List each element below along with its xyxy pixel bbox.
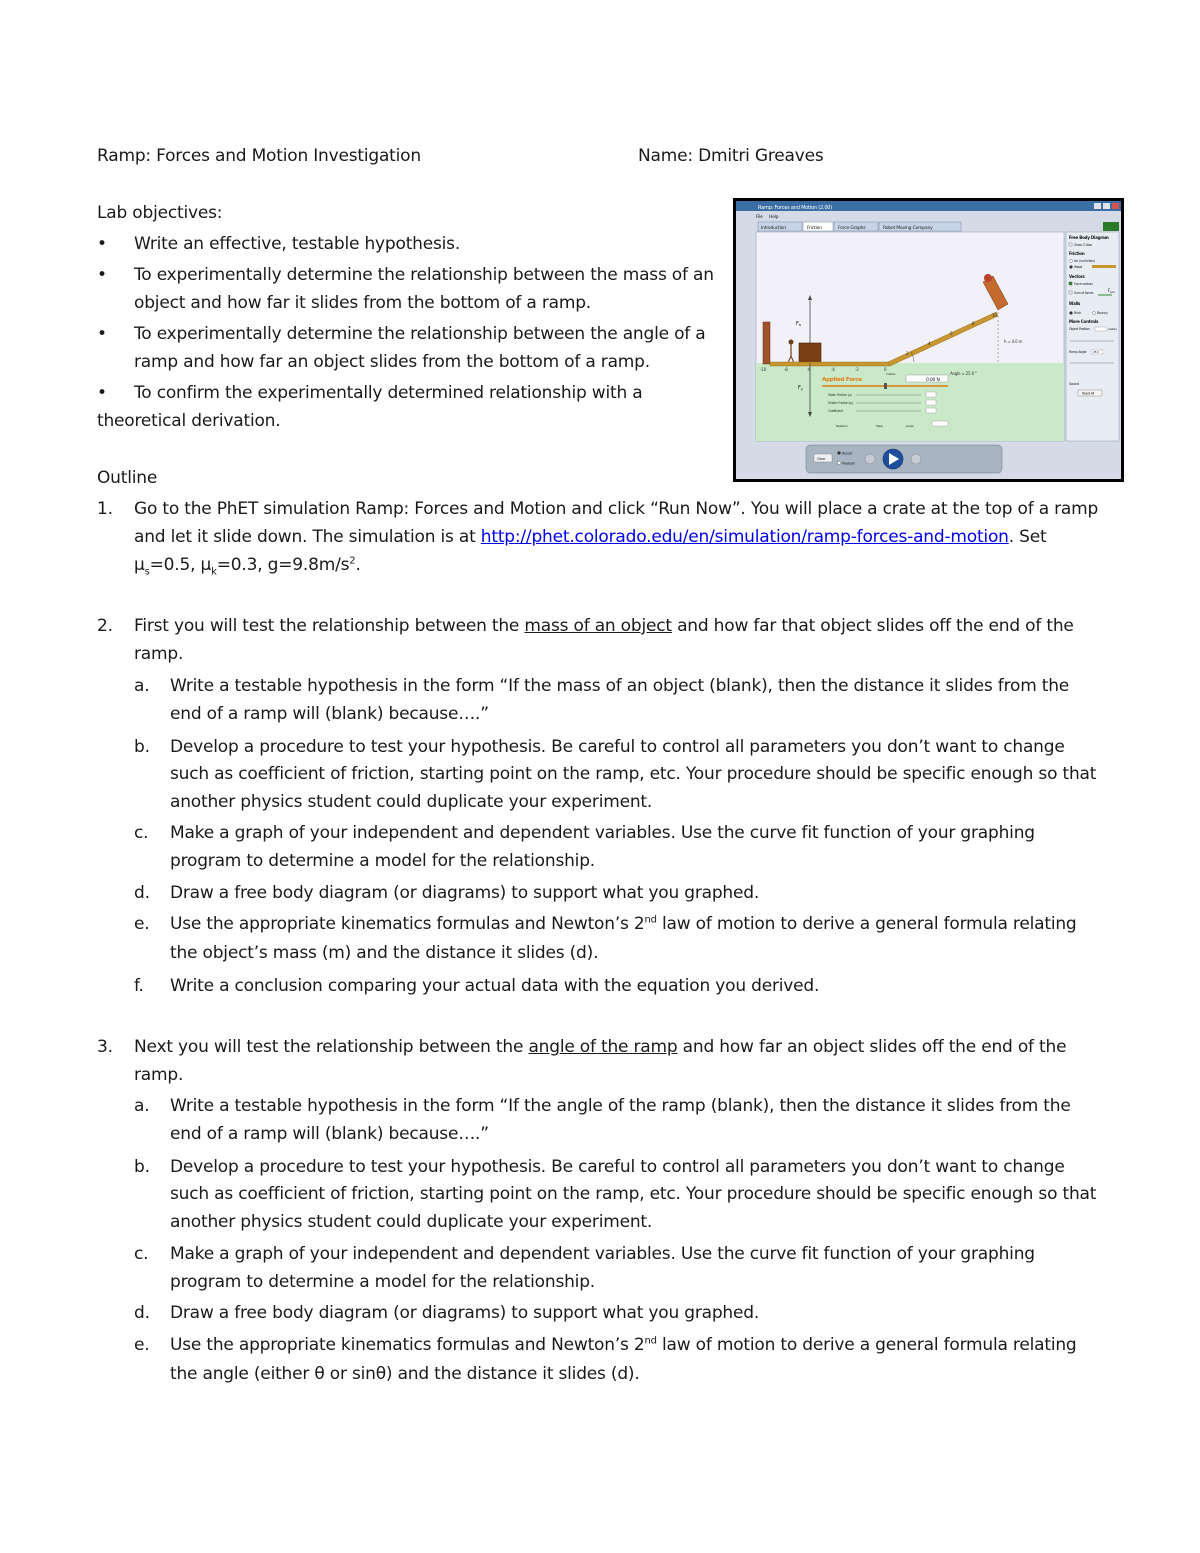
simulation-svg xyxy=(736,201,1121,479)
step-2-underlined-variable: mass of an object xyxy=(524,616,672,636)
window-title: Ramp: Forces and Motion (2.00) xyxy=(758,205,833,211)
step-2e-letter: e. xyxy=(134,914,150,934)
walls-bouncy-radio[interactable] xyxy=(1093,312,1096,315)
step-2c-line-1: Make a graph of your independent and dependent variables. Use the curve fit function of your graphing xyxy=(170,823,1035,843)
units-mass: Mass xyxy=(876,424,883,428)
bullet: • xyxy=(97,265,107,285)
more-controls-title: More Controls xyxy=(1069,319,1099,324)
friction-title: Friction xyxy=(1069,251,1085,256)
step-1-line-2 xyxy=(134,526,1046,548)
period: . xyxy=(355,555,361,575)
rewind-button[interactable] xyxy=(865,454,875,464)
ordinal-superscript: nd xyxy=(644,914,657,926)
force-vectors-checkbox[interactable] xyxy=(1069,282,1072,285)
friction-values xyxy=(134,554,361,576)
step-3-line-2: ramp. xyxy=(134,1065,184,1085)
step-1-line-2-post: . Set xyxy=(1008,527,1047,547)
maximize-icon[interactable] xyxy=(1103,203,1110,209)
step-3b-letter: b. xyxy=(134,1157,150,1177)
step-3d-line-1: Draw a free body diagram (or diagrams) to support what you graphed. xyxy=(170,1303,760,1323)
object-position-field[interactable] xyxy=(1095,327,1107,331)
crate[interactable] xyxy=(799,343,821,363)
walls-bouncy-label: Bouncy xyxy=(1097,311,1108,315)
fbd-title: Free Body Diagram xyxy=(1069,235,1109,240)
bullet: • xyxy=(97,324,107,344)
record-label: Record xyxy=(842,451,853,456)
coefficient-field[interactable] xyxy=(926,408,936,413)
ramp-angle-value: 25.0 xyxy=(1093,350,1099,354)
step-3b-line-3: another physics student could duplicate your experiment. xyxy=(170,1212,653,1232)
fbd-show-label: Show ☑ Also xyxy=(1074,243,1092,247)
minimize-icon[interactable] xyxy=(1094,203,1101,209)
step-2e-text-a: Use the appropriate kinematics formulas and Newton’s 2 xyxy=(170,914,645,934)
mu-symbol: μ xyxy=(200,555,212,575)
walls-brick-radio[interactable] xyxy=(1070,312,1073,315)
fn-label: $F_N$ xyxy=(796,321,801,327)
friction-ice-label: Ice (no friction) xyxy=(1074,259,1095,263)
step-2b-line-1: Develop a procedure to test your hypothesis. Be careful to control all parameters you don’t want to change xyxy=(170,737,1065,757)
step-3e-line-2: the angle (either θ or sinθ) and the distance it slides (d). xyxy=(170,1364,640,1384)
playback-label: Playback xyxy=(842,461,856,466)
step-3e-letter: e. xyxy=(134,1335,150,1355)
angle-label: Angle = 25.0 ° xyxy=(950,371,977,376)
step-2d-letter: d. xyxy=(134,883,150,903)
tab-robot-label: Robot Moving Company xyxy=(883,226,933,231)
friction-wood-label: Wood xyxy=(1074,265,1083,269)
step-2-line-1 xyxy=(134,615,1074,637)
step-1-number: 1. xyxy=(97,499,113,519)
units-newtons: Newtons xyxy=(836,424,848,428)
step-3-line-1 xyxy=(134,1036,1066,1058)
step-2e-line-2: the object’s mass (m) and the distance it slides (d). xyxy=(170,943,599,963)
tab-force-graphs-label: Force Graphs xyxy=(838,226,866,231)
tick-label: 10 xyxy=(992,313,997,318)
step-2b-line-3: another physics student could duplicate your experiment. xyxy=(170,792,653,812)
sum-of-forces-checkbox[interactable] xyxy=(1069,291,1072,294)
sum-label: $F_{sum}$ xyxy=(1108,288,1115,294)
friction-ice-radio[interactable] xyxy=(1070,260,1073,263)
step-button[interactable] xyxy=(911,454,921,464)
step-3-post: and how far an object slides off the end of the xyxy=(677,1037,1067,1057)
step-3a-letter: a. xyxy=(134,1096,150,1116)
step-2e-line-1 xyxy=(170,913,1077,935)
object-position-unit: meters xyxy=(1108,327,1117,331)
applied-force-label: Applied Force xyxy=(822,377,862,383)
step-3e-line-1 xyxy=(170,1334,1077,1356)
close-icon[interactable] xyxy=(1112,203,1119,209)
object-position-label: Object Position xyxy=(1069,327,1090,331)
step-2-post: and how far that object slides off the end of the xyxy=(671,616,1074,636)
step-3-number: 3. xyxy=(97,1037,113,1057)
walls-brick-label: Brick xyxy=(1074,311,1081,315)
step-1-line-2-pre: and let it slide down. The simulation is at xyxy=(134,527,481,547)
objective-2-line-2: object and how far it slides from the bottom of a ramp. xyxy=(134,293,591,313)
mass-field[interactable] xyxy=(932,421,948,426)
ramp-angle-label: Ramp Angle xyxy=(1069,350,1087,354)
step-1-line-1: Go to the PhET simulation Ramp: Forces and Motion and click “Run Now”. You will place a crate at the top of a ramp xyxy=(134,499,1099,519)
step-3a-line-2: end of a ramp will (blank) because….” xyxy=(170,1124,489,1144)
playback-radio[interactable] xyxy=(837,461,840,464)
step-2-pre: First you will test the relationship between the xyxy=(134,616,525,636)
step-3e-text-a: Use the appropriate kinematics formulas and Newton’s 2 xyxy=(170,1335,645,1355)
kinetic-friction-label: Kinetic Friction (μ) xyxy=(828,401,854,405)
mu-kinetic-value: =0.3, g=9.8m/s xyxy=(216,555,350,575)
playback-bar xyxy=(806,445,1002,473)
step-3e-text-b: law of motion to derive a general formula relating xyxy=(656,1335,1077,1355)
step-3a-line-1: Write a testable hypothesis in the form “If the angle of the ramp (blank), then the distance it slides from the xyxy=(170,1096,1071,1116)
bullet: • xyxy=(97,383,107,403)
tick-label: -2 xyxy=(855,367,859,372)
step-2d-line-1: Draw a free body diagram (or diagrams) to support what you graphed. xyxy=(170,883,760,903)
sum-of-forces-label: Sum of forces xyxy=(1074,291,1094,295)
step-3c-line-2: program to determine a model for the relationship. xyxy=(170,1272,595,1292)
mu-kinetic-subscript: k xyxy=(211,566,217,578)
simulation-screenshot xyxy=(733,198,1124,482)
ramp-floor xyxy=(770,362,890,366)
kinetic-friction-field[interactable] xyxy=(926,400,936,405)
friction-wood-radio[interactable] xyxy=(1070,266,1073,269)
objectives-heading: Lab objectives: xyxy=(97,203,223,223)
height-label: h = 4.0 m xyxy=(1004,339,1023,344)
tick-label: 6 xyxy=(950,331,953,336)
step-2e-text-b: law of motion to derive a general formula relating xyxy=(656,914,1077,934)
step-3-pre: Next you will test the relationship between the xyxy=(134,1037,529,1057)
pusher-head xyxy=(789,340,794,345)
step-3b-line-1: Develop a procedure to test your hypothesis. Be careful to control all parameters you don’t want to change xyxy=(170,1157,1065,1177)
axis-unit: meters xyxy=(886,372,896,376)
wood-swatch xyxy=(1092,265,1116,268)
mu-symbol: μ xyxy=(134,555,145,575)
step-2a-line-1: Write a testable hypothesis in the form “If the mass of an object (blank), then the distance it slides from the xyxy=(170,676,1070,696)
objective-3-line-2: ramp and how far an object slides from the bottom of a ramp. xyxy=(134,352,650,372)
step-2a-letter: a. xyxy=(134,676,150,696)
record-radio[interactable] xyxy=(837,451,840,454)
tick-label: -6 xyxy=(807,367,811,372)
static-friction-field[interactable] xyxy=(926,392,936,397)
sound-label: Sound xyxy=(1069,382,1080,386)
brick-wall xyxy=(763,322,770,364)
step-3b-line-2: such as coefficient of friction, starting point on the ramp, etc. Your procedure should be specific enough so that xyxy=(170,1184,1097,1204)
step-3d-letter: d. xyxy=(134,1303,150,1323)
reset-all-label: Reset All xyxy=(1082,391,1095,396)
menu-help[interactable]: Help xyxy=(769,215,779,220)
force-vectors-label: Force vectors xyxy=(1074,282,1093,286)
applied-force-slider-thumb[interactable] xyxy=(884,383,887,389)
applied-force-value: 0.00 N xyxy=(926,378,940,383)
menu-file[interactable]: File xyxy=(756,215,763,220)
tick-label: -4 xyxy=(831,367,835,372)
ordinal-superscript: nd xyxy=(644,1335,657,1347)
fbd-checkbox[interactable] xyxy=(1069,243,1072,246)
step-2-number: 2. xyxy=(97,616,113,636)
mu-static-subscript: s xyxy=(144,566,150,578)
walls-title: Walls xyxy=(1069,301,1081,306)
object-cap xyxy=(984,274,992,282)
static-friction-label: Static Friction (μ) xyxy=(828,393,852,397)
tick-label: 0 xyxy=(884,367,887,372)
step-3-underlined-variable: angle of the ramp xyxy=(528,1037,678,1057)
step-2-line-2: ramp. xyxy=(134,644,184,664)
objective-4-line-2: theoretical derivation. xyxy=(97,411,281,431)
squared-superscript: 2 xyxy=(349,555,356,567)
tab-friction-label: Friction xyxy=(807,226,822,231)
tick-label: 4 xyxy=(928,341,931,346)
outline-heading: Outline xyxy=(97,468,158,488)
units-joules: Joules xyxy=(906,424,914,428)
vectors-title: Vectors xyxy=(1069,274,1085,279)
tick-label: 8 xyxy=(972,321,975,326)
phet-link[interactable]: http://phet.colorado.edu/en/simulation/ramp-forces-and-motion xyxy=(480,527,1009,547)
step-2c-line-2: program to determine a model for the relationship. xyxy=(170,851,595,871)
bullet: • xyxy=(97,234,107,254)
step-3c-letter: c. xyxy=(134,1244,149,1264)
coefficient-label: Coefficient xyxy=(828,409,843,413)
tab-introduction-label: Introduction xyxy=(761,226,786,231)
ground xyxy=(756,363,1064,441)
objective-1: Write an effective, testable hypothesis. xyxy=(134,234,461,254)
tick-label: -10 xyxy=(760,367,766,372)
mu-static-value: =0.5, xyxy=(149,555,201,575)
step-3c-line-1: Make a graph of your independent and dependent variables. Use the curve fit function of your graphing xyxy=(170,1244,1035,1264)
objective-2-line-1: To experimentally determine the relationship between the mass of an xyxy=(134,265,714,285)
tick-label: -8 xyxy=(784,367,788,372)
step-2c-letter: c. xyxy=(134,823,149,843)
objective-3-line-1: To experimentally determine the relationship between the angle of a xyxy=(134,324,706,344)
step-2b-letter: b. xyxy=(134,737,150,757)
fg-label: $F_g$ xyxy=(798,385,803,391)
step-2b-line-2: such as coefficient of friction, starting point on the ramp, etc. Your procedure should be specific enough so that xyxy=(170,764,1097,784)
step-2a-line-2: end of a ramp will (blank) because….” xyxy=(170,704,489,724)
student-name: Name: Dmitri Greaves xyxy=(638,146,824,166)
phet-logo xyxy=(1103,222,1119,231)
step-2f-letter: f. xyxy=(134,976,144,996)
document-title: Ramp: Forces and Motion Investigation xyxy=(97,146,421,166)
step-2f-line-1: Write a conclusion comparing your actual data with the equation you derived. xyxy=(170,976,820,996)
objective-4-line-1: To confirm the experimentally determined relationship with a xyxy=(134,383,643,403)
clear-label: Clear xyxy=(817,457,826,461)
tick-label: 2 xyxy=(906,351,909,356)
control-panel xyxy=(1066,232,1119,441)
